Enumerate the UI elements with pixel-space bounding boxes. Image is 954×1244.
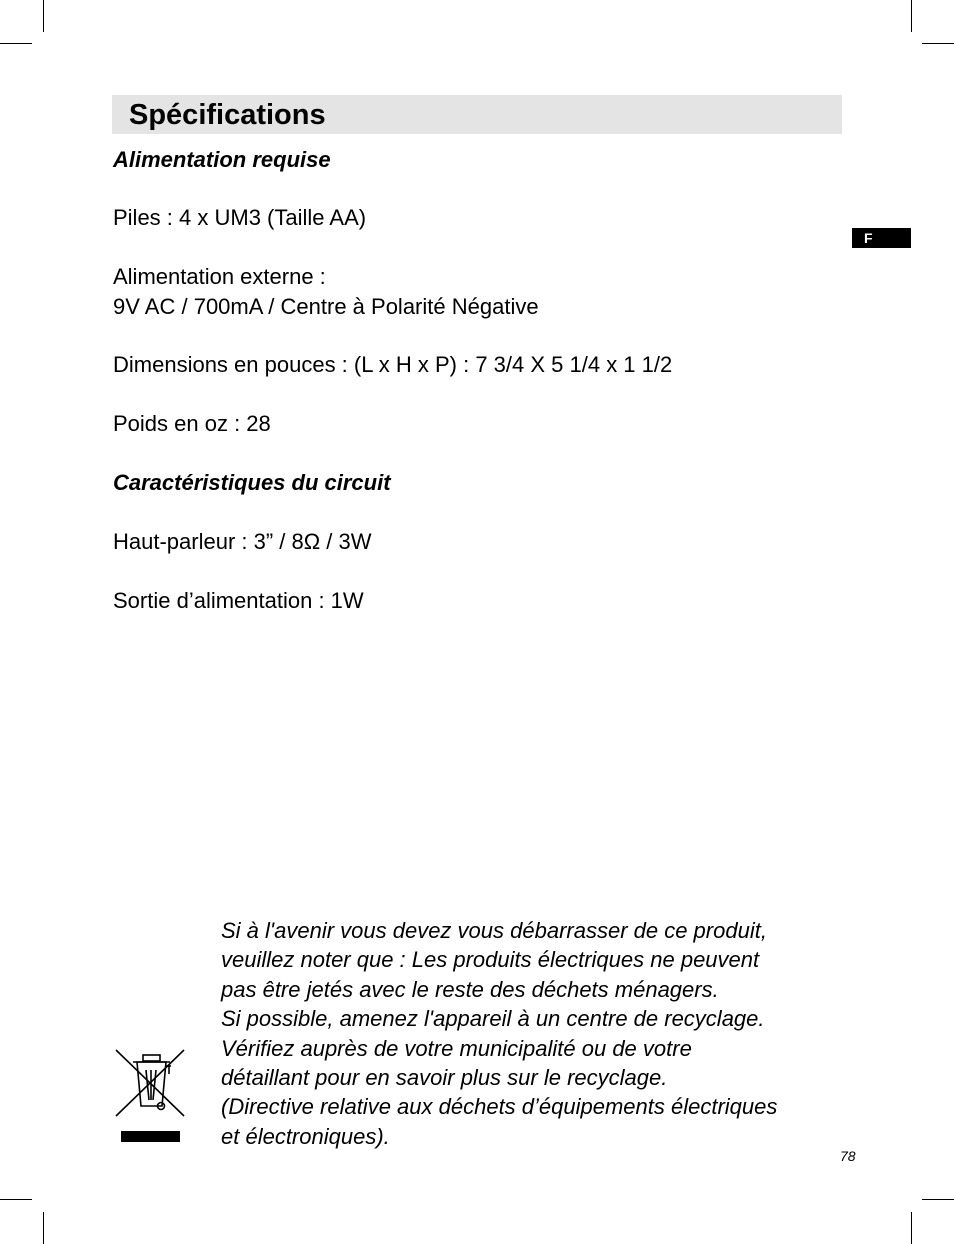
- notice-line: Si possible, amenez l'appareil à un centre de recyclage.: [221, 1006, 765, 1032]
- crossed-out-wheelie-bin-icon: [113, 1048, 187, 1149]
- notice-line: Si à l'avenir vous devez vous débarrasser de ce produit,: [221, 918, 767, 943]
- notice-line: détaillant pour en savoir plus sur le recyclage.: [221, 1065, 668, 1091]
- crop-mark-top-right-h: [922, 43, 954, 44]
- notice-line: (Directive relative aux déchets d’équipements électriques: [221, 1094, 778, 1120]
- crop-mark-bottom-left-v: [43, 1212, 44, 1244]
- notice-line: et électroniques).: [221, 1123, 390, 1149]
- weight-spec: Poids en oz : 28: [113, 411, 271, 436]
- crop-mark-bottom-right-h: [922, 1199, 954, 1200]
- external-power-label: Alimentation externe :: [113, 264, 326, 289]
- notice-line: veuillez noter que : Les produits électriques ne peuvent: [221, 947, 760, 973]
- crop-mark-bottom-right-v: [911, 1212, 912, 1244]
- batteries-spec: Piles : 4 x UM3 (Taille AA): [113, 205, 367, 230]
- circuit-heading: Caractéristiques du circuit: [113, 470, 391, 495]
- crop-mark-top-left-h: [0, 43, 32, 44]
- language-tab: [852, 228, 911, 248]
- power-output-spec: Sortie d’alimentation : 1W: [113, 588, 364, 613]
- speaker-spec: Haut-parleur : 3” / 8Ω / 3W: [113, 529, 372, 554]
- page-title: Spécifications: [129, 99, 326, 131]
- notice-line: pas être jetés avec le reste des déchets ménagers.: [221, 976, 719, 1002]
- crop-mark-top-left-v: [43, 0, 44, 32]
- external-power-value: 9V AC / 700mA / Centre à Polarité Négative: [113, 294, 539, 319]
- power-heading: Alimentation requise: [113, 147, 331, 172]
- notice-line: Vérifiez auprès de votre municipalité ou de votre: [221, 1035, 692, 1061]
- dimensions-spec: Dimensions en pouces : (L x H x P) : 7 3/4 X 5 1/4 x 1 1/2: [113, 352, 673, 377]
- crop-mark-top-right-v: [911, 0, 912, 32]
- language-tab-label: F: [864, 230, 873, 246]
- disposal-notice: [221, 916, 861, 1151]
- title-bar: [112, 95, 842, 134]
- page-number: 78: [840, 1148, 856, 1164]
- crop-mark-bottom-left-h: [0, 1199, 32, 1200]
